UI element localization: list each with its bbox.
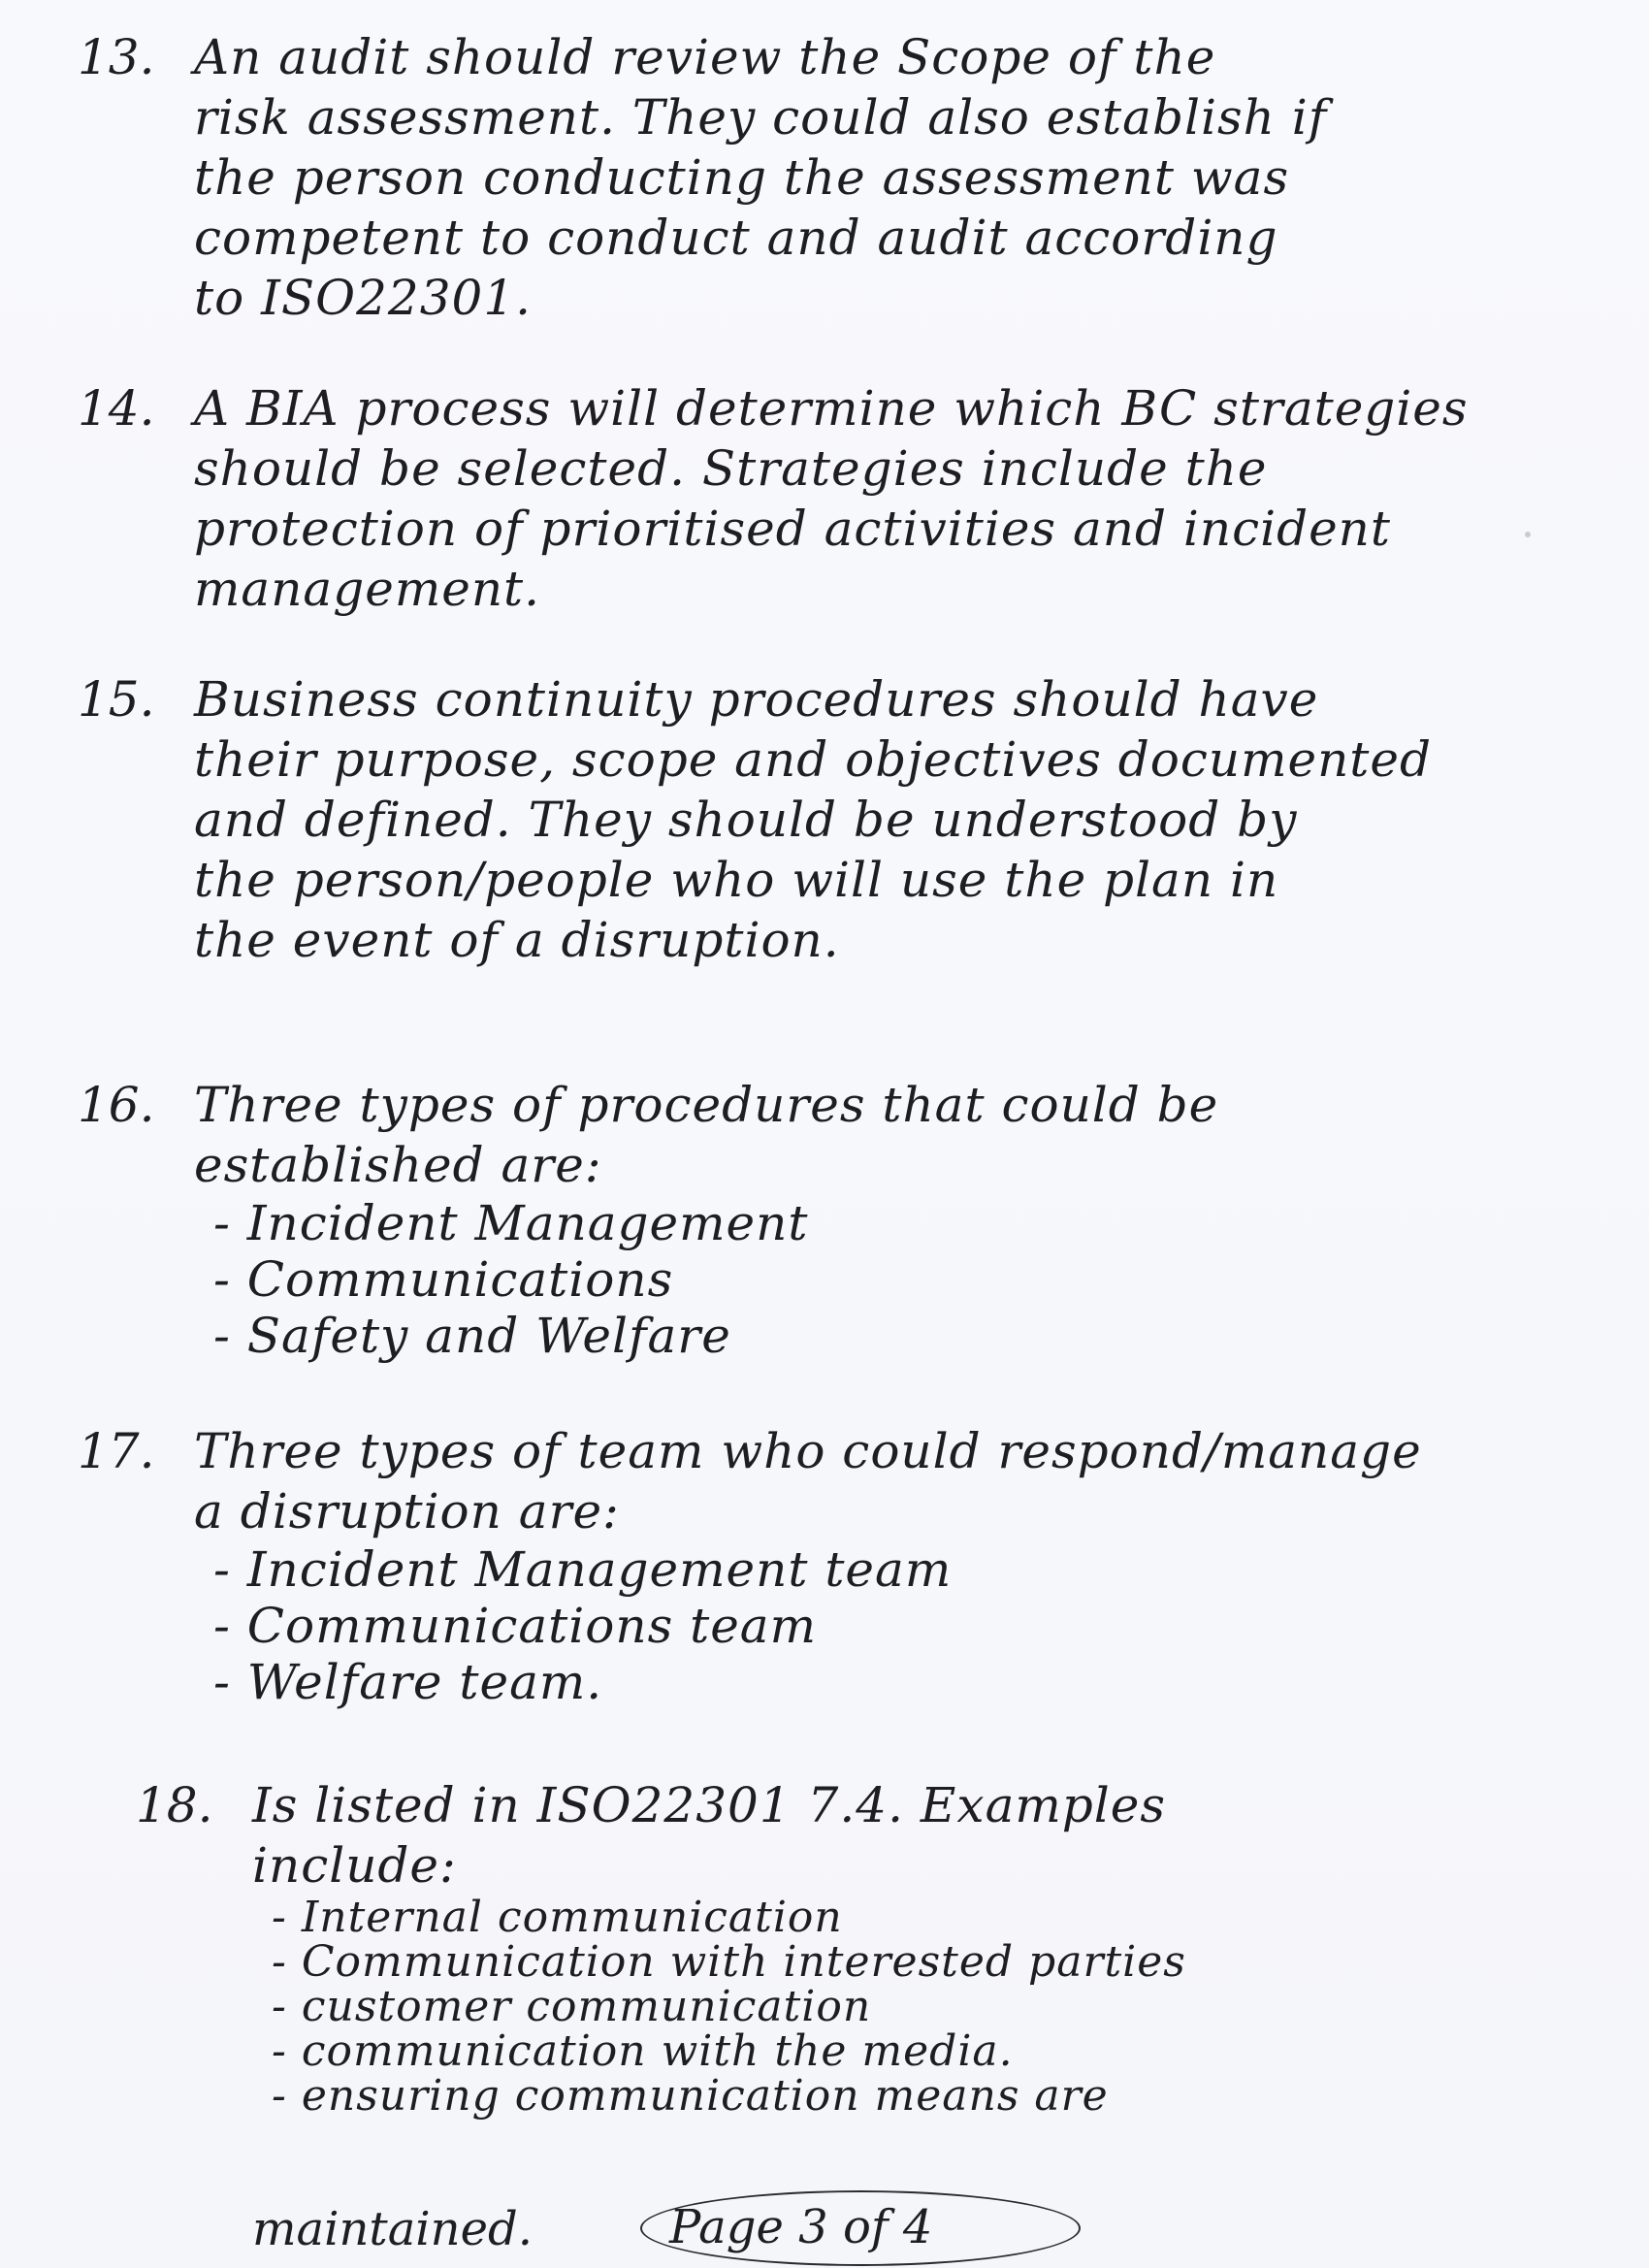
text-line: their purpose, scope and objectives documented	[194, 731, 1432, 788]
answer-text	[194, 1421, 1591, 1710]
text-line: A BIA process will determine which BC strategies	[194, 380, 1469, 437]
answer-number: 15.	[78, 671, 155, 728]
list-item: - Communication with interested parties	[272, 1937, 1186, 1987]
list-item: - Communications	[213, 1251, 674, 1308]
list-item: - Welfare team.	[213, 1654, 603, 1710]
answer-text	[194, 669, 1591, 970]
text-line: and defined. They should be understood by	[194, 792, 1298, 848]
text-line: Three types of procedures that could be	[194, 1077, 1219, 1133]
answer-number: 14.	[78, 380, 155, 437]
stray-mark	[1525, 532, 1531, 537]
page-number: Page 3 of 4	[669, 2200, 933, 2254]
answer-text	[194, 27, 1591, 328]
text-line: Three types of team who could respond/manage	[194, 1423, 1422, 1479]
list-item: - Communications team	[213, 1598, 818, 1654]
text-line: Is listed in ISO22301 7.4. Examples	[252, 1777, 1167, 1833]
text-line: An audit should review the Scope of the	[194, 29, 1216, 85]
text-line: should be selected. Strategies include the	[194, 440, 1268, 497]
answer-number: 18.	[136, 1777, 213, 1833]
text-line: Business continuity procedures should have	[194, 671, 1319, 728]
answer-text	[252, 1775, 1591, 2119]
text-line: the event of a disruption.	[194, 912, 840, 968]
list-item: - Incident Management	[213, 1195, 809, 1251]
text-line: management.	[194, 561, 541, 617]
list-item: - Internal communication	[272, 1893, 843, 1942]
text-line: established are:	[194, 1137, 602, 1193]
text-line: the person/people who will use the plan in	[194, 852, 1279, 908]
list-item: - Safety and Welfare	[213, 1308, 731, 1364]
answer-text	[194, 378, 1591, 619]
closing-text: maintained.	[252, 2202, 533, 2256]
text-line: to ISO22301.	[194, 270, 533, 326]
list-item: - customer communication	[272, 1982, 872, 2031]
list-item: - communication with the media.	[272, 2026, 1014, 2076]
text-line: include:	[252, 1837, 457, 1894]
answer-number: 13.	[78, 29, 155, 85]
text-line: protection of prioritised activities and incident	[194, 501, 1391, 557]
answer-number: 17.	[78, 1423, 155, 1479]
text-line: risk assessment. They could also establish if	[194, 89, 1328, 146]
answer-number: 16.	[78, 1077, 155, 1133]
text-line: a disruption are:	[194, 1483, 620, 1539]
text-line: competent to conduct and audit according	[194, 210, 1278, 266]
text-line: the person conducting the assessment was	[194, 149, 1290, 206]
list-item: - ensuring communication means are	[272, 2071, 1109, 2121]
list-item: - Incident Management team	[213, 1541, 953, 1598]
answer-text	[194, 1075, 1591, 1364]
